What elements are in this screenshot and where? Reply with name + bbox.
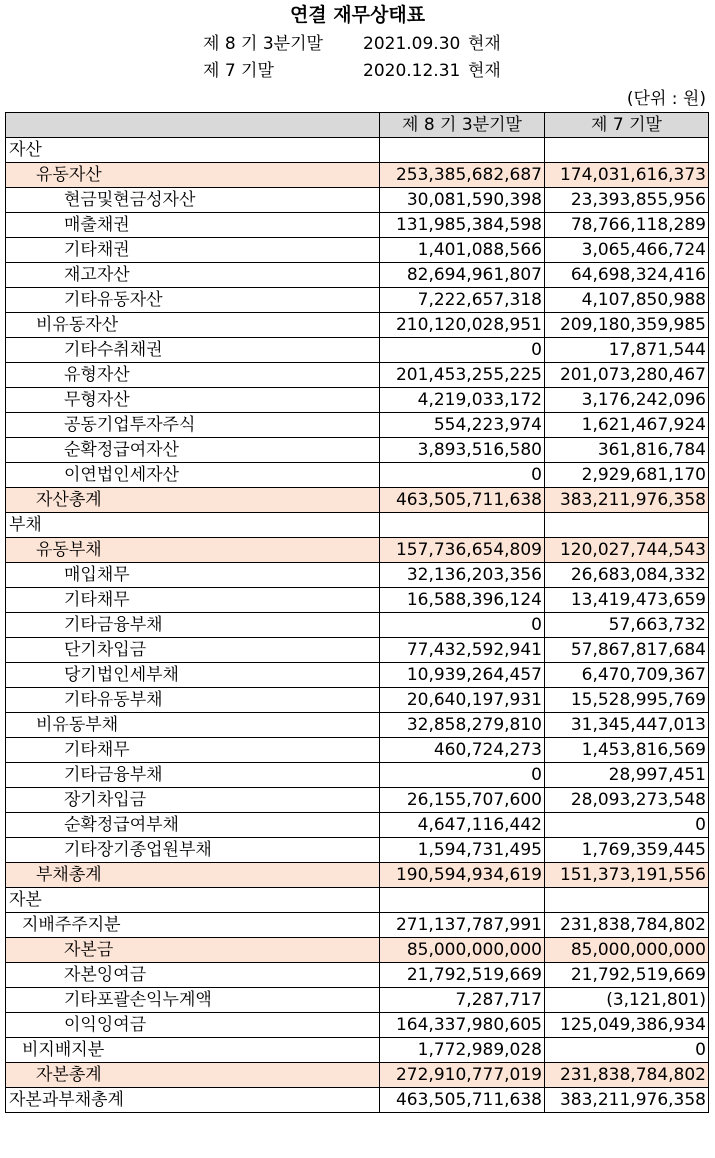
row-label: 기타금융부채: [6, 763, 380, 788]
current-value: 10,939,264,457: [380, 663, 545, 688]
row-label: 유동부채: [6, 538, 380, 563]
prior-value: 383,211,976,358: [545, 1088, 709, 1113]
period-prior-date: 2020.12.31: [363, 61, 461, 81]
prior-value: 383,211,976,358: [545, 488, 709, 513]
prior-value: 6,470,709,367: [545, 663, 709, 688]
table-row: [6, 888, 709, 913]
prior-value: (3,121,801): [545, 988, 709, 1013]
prior-value: 1,621,467,924: [545, 413, 709, 438]
table-row: [6, 938, 709, 963]
prior-value: 0: [545, 813, 709, 838]
current-value: 131,985,384,598: [380, 213, 545, 238]
table-row: [6, 788, 709, 813]
prior-value: [545, 138, 709, 163]
table-row: [6, 738, 709, 763]
row-label: 단기차입금: [6, 638, 380, 663]
row-label: 이익잉여금: [6, 1013, 380, 1038]
current-value: 190,594,934,619: [380, 863, 545, 888]
current-value: [380, 513, 545, 538]
table-row: [6, 1063, 709, 1088]
current-value: 85,000,000,000: [380, 938, 545, 963]
prior-value: 28,093,273,548: [545, 788, 709, 813]
table-row: [6, 763, 709, 788]
row-label: 공동기업투자주식: [6, 413, 380, 438]
row-label: 장기차입금: [6, 788, 380, 813]
table-row: [6, 313, 709, 338]
prior-value: 151,373,191,556: [545, 863, 709, 888]
table-row: [6, 1088, 709, 1113]
current-value: 272,910,777,019: [380, 1063, 545, 1088]
current-value: 32,858,279,810: [380, 713, 545, 738]
current-value: 460,724,273: [380, 738, 545, 763]
table-row: [6, 588, 709, 613]
prior-value: 120,027,744,543: [545, 538, 709, 563]
table-row: [6, 563, 709, 588]
prior-value: 26,683,084,332: [545, 563, 709, 588]
prior-value: 28,997,451: [545, 763, 709, 788]
current-value: 463,505,711,638: [380, 1088, 545, 1113]
table-row: [6, 663, 709, 688]
row-label: 비지배지분: [6, 1038, 380, 1063]
prior-value: 2,929,681,170: [545, 463, 709, 488]
row-label: 자본: [6, 888, 380, 913]
current-value: 16,588,396,124: [380, 588, 545, 613]
prior-value: 1,453,816,569: [545, 738, 709, 763]
table-row: [6, 163, 709, 188]
table-row: [6, 338, 709, 363]
period-current-label: 제 8 기 3분기말: [203, 34, 323, 54]
current-value: 164,337,980,605: [380, 1013, 545, 1038]
row-label: 비유동자산: [6, 313, 380, 338]
table-row: [6, 1038, 709, 1063]
current-value: 77,432,592,941: [380, 638, 545, 663]
prior-value: [545, 888, 709, 913]
row-label: 무형자산: [6, 388, 380, 413]
prior-value: 13,419,473,659: [545, 588, 709, 613]
row-label: 기타채무: [6, 738, 380, 763]
current-value: 82,694,961,807: [380, 263, 545, 288]
row-label: 자본총계: [6, 1063, 380, 1088]
row-label: 기타유동부채: [6, 688, 380, 713]
prior-value: 4,107,850,988: [545, 288, 709, 313]
header-current-period: 제 8 기 3분기말: [380, 113, 545, 138]
prior-value: 231,838,784,802: [545, 913, 709, 938]
table-row: [6, 138, 709, 163]
table-row: [6, 488, 709, 513]
current-value: 4,647,116,442: [380, 813, 545, 838]
row-label: 기타채권: [6, 238, 380, 263]
table-row: [6, 263, 709, 288]
period-current-suffix: 현재: [468, 34, 501, 54]
table-row: [6, 238, 709, 263]
table-row: [6, 838, 709, 863]
table-row: [6, 863, 709, 888]
current-value: 554,223,974: [380, 413, 545, 438]
balance-sheet-table: [5, 112, 709, 1113]
table-row: [6, 363, 709, 388]
current-value: 1,594,731,495: [380, 838, 545, 863]
row-label: 기타포괄손익누계액: [6, 988, 380, 1013]
table-row: [6, 388, 709, 413]
row-label: 자본과부채총계: [6, 1088, 380, 1113]
row-label: 재고자산: [6, 263, 380, 288]
prior-value: 3,176,242,096: [545, 388, 709, 413]
table-row: [6, 988, 709, 1013]
prior-value: 64,698,324,416: [545, 263, 709, 288]
current-value: 463,505,711,638: [380, 488, 545, 513]
current-value: [380, 888, 545, 913]
header-account: [6, 113, 380, 138]
table-row: [6, 613, 709, 638]
header-prior-period: 제 7 기말: [545, 113, 709, 138]
row-label: 당기법인세부채: [6, 663, 380, 688]
prior-value: 15,528,995,769: [545, 688, 709, 713]
table-row: [6, 438, 709, 463]
prior-value: 1,769,359,445: [545, 838, 709, 863]
prior-value: 209,180,359,985: [545, 313, 709, 338]
table-row: [6, 713, 709, 738]
prior-value: 201,073,280,467: [545, 363, 709, 388]
current-value: 7,287,717: [380, 988, 545, 1013]
prior-value: 0: [545, 1038, 709, 1063]
prior-value: 57,867,817,684: [545, 638, 709, 663]
current-value: 1,772,989,028: [380, 1038, 545, 1063]
current-value: [380, 138, 545, 163]
row-label: 자본잉여금: [6, 963, 380, 988]
current-value: 271,137,787,991: [380, 913, 545, 938]
table-row: [6, 188, 709, 213]
row-label: 자산: [6, 138, 380, 163]
current-value: 0: [380, 463, 545, 488]
table-row: [6, 213, 709, 238]
row-label: 순확정급여부채: [6, 813, 380, 838]
table-row: [6, 813, 709, 838]
prior-value: 125,049,386,934: [545, 1013, 709, 1038]
row-label: 지배주주지분: [6, 913, 380, 938]
current-value: 210,120,028,951: [380, 313, 545, 338]
current-value: 21,792,519,669: [380, 963, 545, 988]
current-value: 1,401,088,566: [380, 238, 545, 263]
row-label: 기타수취채권: [6, 338, 380, 363]
row-label: 자산총계: [6, 488, 380, 513]
table-header-row: [6, 113, 709, 138]
period-prior-label: 제 7 기말: [203, 61, 274, 81]
statement-title: 연결 재무상태표: [289, 4, 426, 26]
current-value: 32,136,203,356: [380, 563, 545, 588]
row-label: 매입채무: [6, 563, 380, 588]
row-label: 현금및현금성자산: [6, 188, 380, 213]
current-value: 7,222,657,318: [380, 288, 545, 313]
prior-value: 21,792,519,669: [545, 963, 709, 988]
unit-label: (단위 : 원): [626, 89, 706, 109]
prior-value: 23,393,855,956: [545, 188, 709, 213]
row-label: 기타유동자산: [6, 288, 380, 313]
period-prior-suffix: 현재: [468, 61, 501, 81]
prior-value: 85,000,000,000: [545, 938, 709, 963]
row-label: 비유동부채: [6, 713, 380, 738]
table-row: [6, 1013, 709, 1038]
row-label: 이연법인세자산: [6, 463, 380, 488]
period-current-date: 2021.09.30: [363, 34, 461, 54]
prior-value: 78,766,118,289: [545, 213, 709, 238]
current-value: 253,385,682,687: [380, 163, 545, 188]
current-value: 3,893,516,580: [380, 438, 545, 463]
row-label: 기타채무: [6, 588, 380, 613]
prior-value: 231,838,784,802: [545, 1063, 709, 1088]
current-value: 201,453,255,225: [380, 363, 545, 388]
table-row: [6, 513, 709, 538]
table-row: [6, 288, 709, 313]
row-label: 유동자산: [6, 163, 380, 188]
table-row: [6, 913, 709, 938]
current-value: 0: [380, 613, 545, 638]
table-row: [6, 538, 709, 563]
row-label: 자본금: [6, 938, 380, 963]
row-label: 부채총계: [6, 863, 380, 888]
current-value: 0: [380, 763, 545, 788]
prior-value: 3,065,466,724: [545, 238, 709, 263]
row-label: 순확정급여자산: [6, 438, 380, 463]
prior-value: 31,345,447,013: [545, 713, 709, 738]
prior-value: [545, 513, 709, 538]
row-label: 기타장기종업원부채: [6, 838, 380, 863]
current-value: 0: [380, 338, 545, 363]
row-label: 매출채권: [6, 213, 380, 238]
prior-value: 361,816,784: [545, 438, 709, 463]
table-row: [6, 638, 709, 663]
row-label: 부채: [6, 513, 380, 538]
current-value: 4,219,033,172: [380, 388, 545, 413]
row-label: 유형자산: [6, 363, 380, 388]
table-row: [6, 688, 709, 713]
prior-value: 174,031,616,373: [545, 163, 709, 188]
prior-value: 17,871,544: [545, 338, 709, 363]
current-value: 157,736,654,809: [380, 538, 545, 563]
current-value: 30,081,590,398: [380, 188, 545, 213]
current-value: 26,155,707,600: [380, 788, 545, 813]
table-row: [6, 963, 709, 988]
table-row: [6, 463, 709, 488]
table-row: [6, 413, 709, 438]
prior-value: 57,663,732: [545, 613, 709, 638]
row-label: 기타금융부채: [6, 613, 380, 638]
current-value: 20,640,197,931: [380, 688, 545, 713]
